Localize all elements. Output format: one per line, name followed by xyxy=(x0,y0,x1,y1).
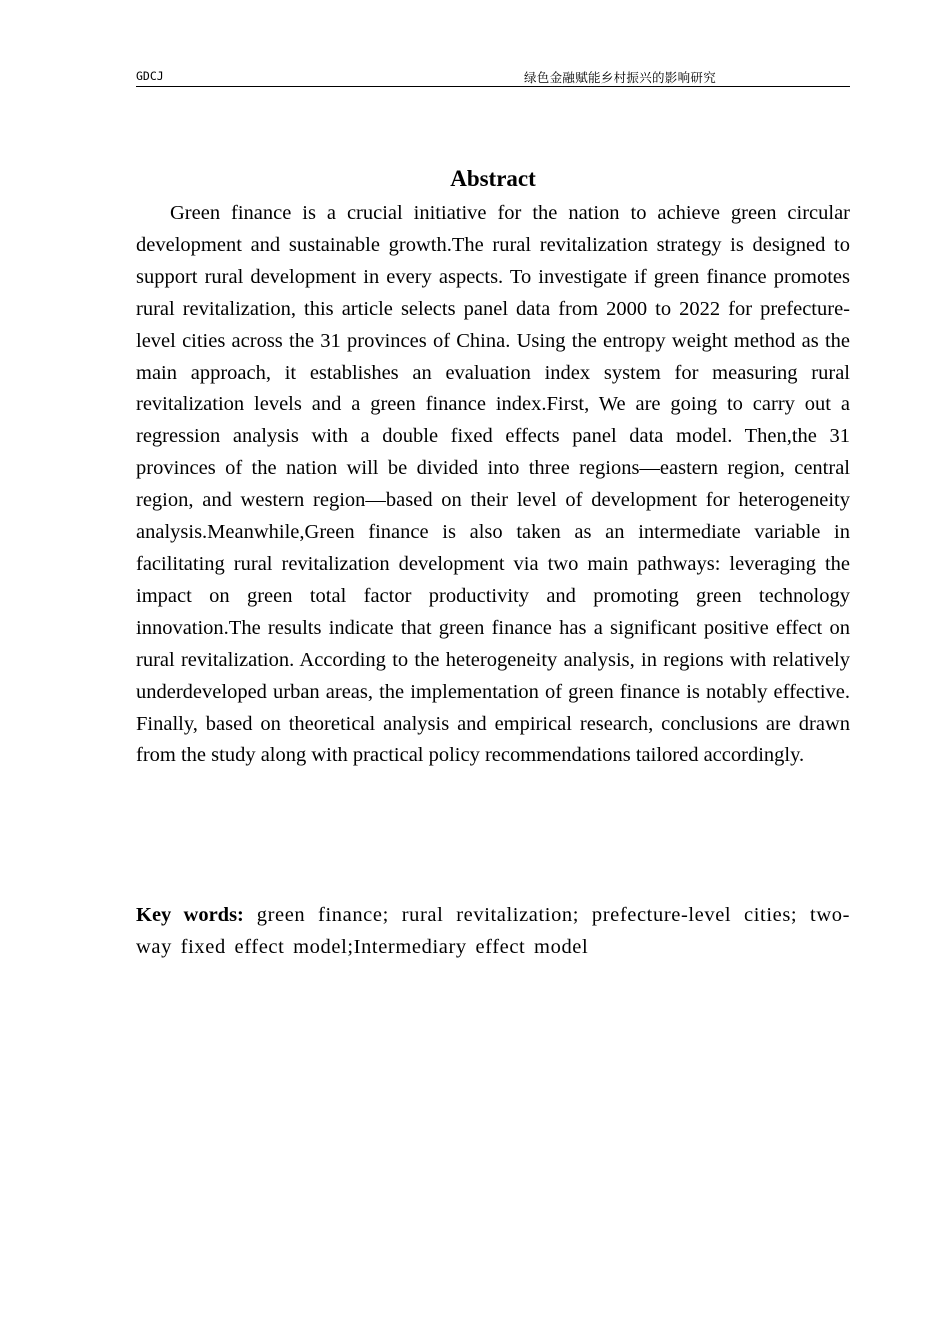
abstract-title: Abstract xyxy=(450,166,536,191)
header-journal-code: GDCJ xyxy=(136,69,164,83)
abstract-body: Green finance is a crucial initiative for the nation to achieve green circular development and sustainable growth.The rural revitalization strategy is designed to support rural development in every aspects. To investigate if green finance promotes rural revitalization, this article selects panel data from 2000 to 2022 for prefecture-level cities across the 31 provinces of China. Using the entropy weight method as the main approach, it establishes an evaluation index system for measuring rural revitalization levels and a green finance index.First, We are going to carry out a regression analysis with a double fixed effects panel data model. Then,the 31 provinces of the nation will be divided into three regions—eastern region, central region, and western region—based on their level of development for heterogeneity analysis.Meanwhile,Green finance is also taken as an intermediate variable in facilitating rural revitalization development via two main pathways: leveraging the impact on green total factor productivity and promoting green technology innovation.The results indicate that green finance has a significant positive effect on rural revitalization. According to the heterogeneity analysis, in regions with relatively underdeveloped urban areas, the implementation of green finance is notably effective. Finally, based on theoretical analysis and empirical research, conclusions are drawn from the study along with practical policy recommendations tailored accordingly. xyxy=(136,202,850,767)
page-header xyxy=(136,68,850,87)
header-paper-title: 绿色金融赋能乡村振兴的影响研究 xyxy=(524,70,717,85)
keywords-text: green finance; rural revitalization; prefecture-level cities; two-way fixed effect model;Intermediary effect model xyxy=(136,904,850,958)
keywords-section xyxy=(136,900,850,963)
keywords-label: Key words: xyxy=(136,904,244,926)
